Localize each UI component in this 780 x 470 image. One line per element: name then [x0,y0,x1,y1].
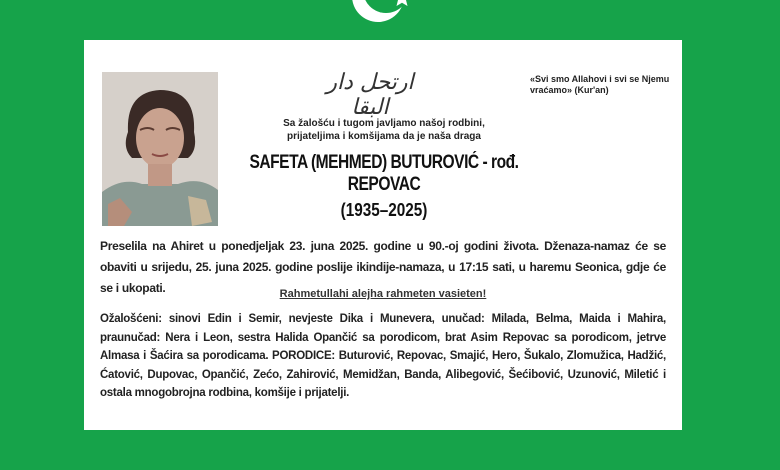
portrait-photo [102,72,218,226]
deceased-name: SAFETA (MEHMED) BUTUROVIĆ - rođ. REPOVAC [249,152,519,195]
obituary-card [84,40,682,430]
intro-line: prijateljima i komšijama da je naša draga [287,131,481,142]
crescent-star-icon [340,0,440,30]
funeral-announcement: Preselila na Ahiret u ponedjeljak 23. juna 2025. godine u 90.-oj godini života. Dženaza-namaz će se obaviti u srijedu, 25. juna 2025. godine poslije ikindije-namaza, u 17:15 sati, u haremu Seonica, gdje će se i ukopati. [100,239,666,295]
quran-quote: «Svi smo Allahovi i svi se Njemu vraćamo» (Kur'an) [530,74,670,95]
arabic-calligraphy: ارتحل دار البقا [326,70,414,120]
mourners-list: Ožalošćeni: sinovi Edin i Semir, nevjeste Dika i Munevera, unučad: Milada, Belma, Maida i Mahira, praunučad: Nera i Leon, sestra Halida Opančić sa porodicom, brat Asim Repovac sa porodicom, jetrve Almasa i Šaćira sa porodicama. PORODICE: Buturović, Repovac, Smajić, Hero, Šukalo, Zlomužica, Hadžić, Ćatović, Dupovac, Opančić, Zećo, Zahirović, Memidžan, Banda, Alibegović, Šećibović, Uzunović, Miletić i ostala mnogobrojna rodbina, komšije i prijatelji. [100,313,666,399]
intro-line: Sa žalošću i tugom javljamo našoj rodbini, [283,118,485,129]
life-years: (1935–2025) [340,200,428,220]
intro-text [224,117,544,143]
prayer-line: Rahmetullahi alejha rahmeten vasieten! [279,288,487,300]
